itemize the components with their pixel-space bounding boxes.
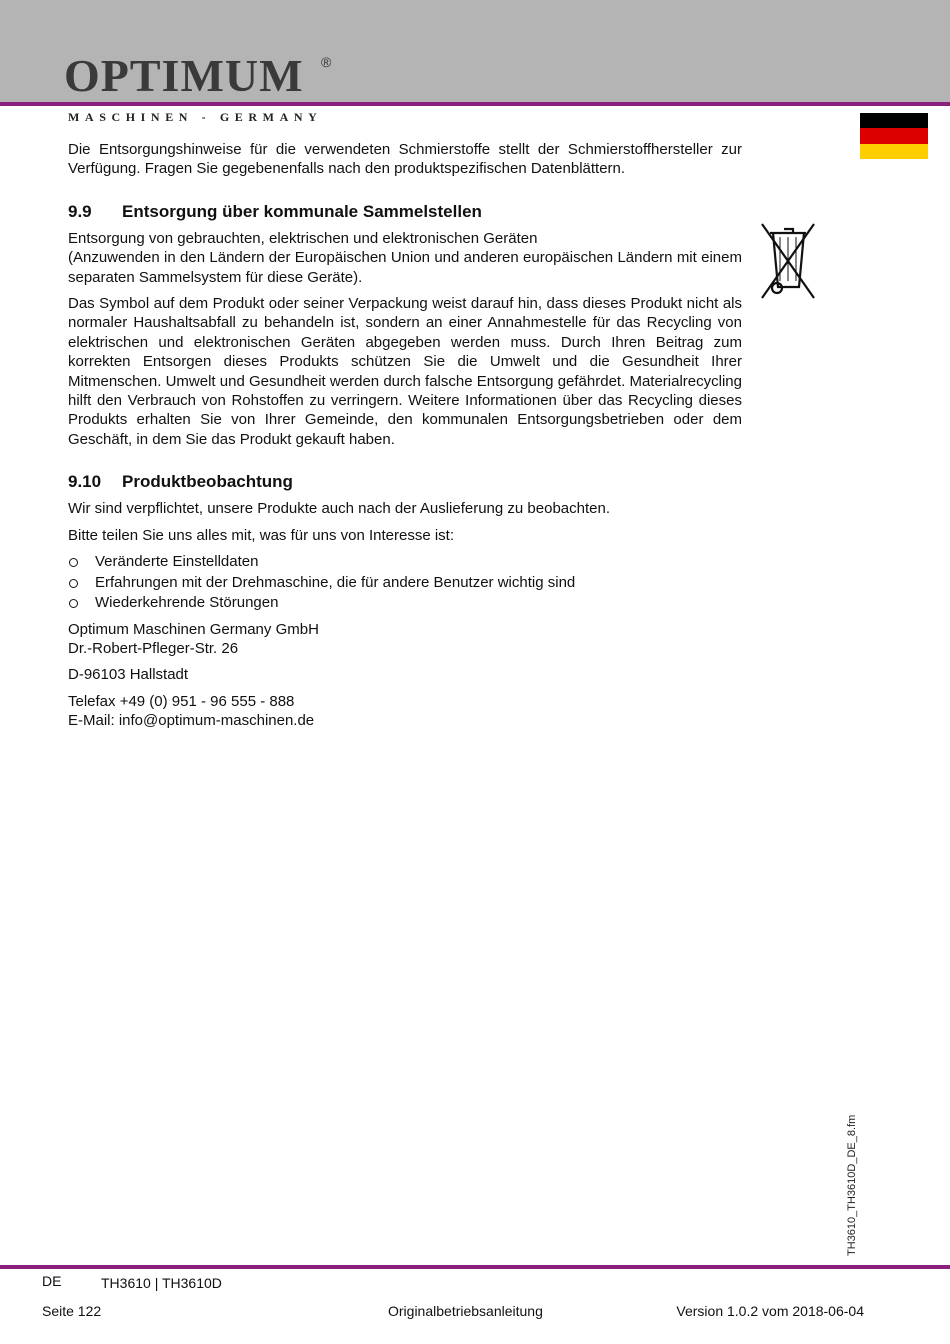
registered-mark: ®: [321, 54, 332, 70]
list-item: [68, 573, 742, 594]
paragraph: Bitte teilen Sie uns alles mit, was für uns von Interesse ist:: [68, 526, 455, 544]
intro-paragraph: Die Entsorgungshinweise für die verwendeten Schmierstoffe stellt der Schmierstoffhersteller zur Verfügung. Fragen Sie gegebenenfalls nach den produktspezifischen Datenblättern.: [68, 141, 742, 178]
footer-version: Version 1.0.2 vom 2018-06-04: [676, 1303, 864, 1319]
list-item-text: Veränderte Einstelldaten: [95, 553, 259, 571]
header-rule: [0, 102, 950, 106]
footer-model: TH3610 | TH3610D: [101, 1275, 222, 1291]
footer-document-type: Originalbetriebsanleitung: [388, 1303, 543, 1319]
paragraph: Wir sind verpflichtet, unsere Produkte auch nach der Auslieferung zu beobachten.: [68, 500, 610, 518]
section-heading-9-9: [68, 201, 668, 223]
fax-number: Telefax +49 (0) 951 - 96 555 - 888: [68, 692, 295, 710]
list-item: [68, 593, 742, 614]
paragraph: (Anzuwenden in den Ländern der Europäischen Union und anderen europäischen Ländern mit einem separaten Sammelsystem für diese Geräte).: [68, 249, 742, 286]
bullet-circle-icon: [69, 599, 78, 608]
city-line: D-96103 Hallstadt: [68, 666, 189, 684]
list-item-text: Erfahrungen mit der Drehmaschine, die für andere Benutzer wichtig sind: [95, 573, 576, 591]
paragraph-line: Entsorgung von gebrauchten, elektrischen und elektronischen Geräten: [68, 229, 538, 247]
company-name: Optimum Maschinen Germany GmbH: [68, 620, 319, 638]
bullet-circle-icon: [69, 558, 78, 567]
section-number: 9.10: [68, 472, 102, 492]
file-name-sidenote: TH3610_TH3610D_DE_8.fm: [846, 1114, 858, 1256]
section-number: 9.9: [68, 201, 92, 221]
footer-page-number: Seite 122: [42, 1303, 102, 1319]
address-company-block: [68, 620, 742, 659]
german-flag-icon: [860, 113, 928, 159]
section-heading-9-10: [68, 471, 742, 493]
footer-language: DE: [42, 1273, 62, 1289]
crossed-out-wheelie-bin-icon: [760, 221, 816, 301]
paragraph: Das Symbol auf dem Produkt oder seiner Verpackung weist darauf hin, dass dieses Produkt nicht als normaler Haushaltsabfall zu behandeln ist, sondern an einer Annahmestelle für das Recycling von elektrischen und elektronischen Geräten abgegeben werden muss. Durch Ihren Beitrag zum korrekten Entsorgen dieses Produkts schützen Sie die Umwelt und die Gesundheit Ihrer Mitmenschen. Umwelt und Gesundheit werden durch falsche Entsorgung gefährdet. Materialrecycling hilft den Verbrauch von Rohstoffen zu verringern. Weitere Informationen über das Recycling dieses Produkts erhalten Sie von Ihrer Gemeinde, den kommunalen Entsorgungsbetrieben oder dem Geschäft, in dem Sie das Produkt gekauft haben.: [68, 295, 742, 448]
section-title: Entsorgung über kommunale Sammelstellen: [122, 201, 482, 221]
bullet-circle-icon: [69, 579, 78, 588]
list-item: [68, 552, 742, 573]
list-item-text: Wiederkehrende Störungen: [95, 594, 279, 612]
main-content: [68, 140, 742, 738]
bullet-list: [68, 552, 742, 614]
street-address: Dr.-Robert-Pfleger-Str. 26: [68, 640, 239, 657]
brand-logo: OPTIMUM: [64, 50, 304, 101]
paragraph: [68, 229, 742, 248]
brand-subtitle: MASCHINEN - GERMANY: [68, 110, 323, 124]
footer-rule: [0, 1265, 950, 1269]
section-title: Produktbeobachtung: [122, 472, 293, 492]
email-address: E-Mail: info@optimum-maschinen.de: [68, 712, 315, 730]
contact-block: [68, 692, 742, 731]
